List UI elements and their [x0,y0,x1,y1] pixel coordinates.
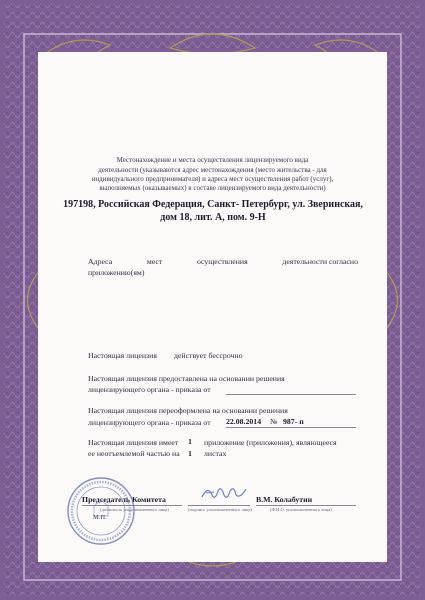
official-stamp [66,476,136,546]
reissue-line-1: Настоящая лицензия переоформлена на основании решения [88,406,288,415]
reissue-number: 987- п [283,417,304,426]
header-line-3: индивидуального предпринимателя) и адреса мест осуществления работ (услуг), [91,175,334,183]
annex-sheets: 1 [188,449,192,458]
addresses-word-1: Адреса [88,257,113,266]
header-line-2: деятельности (указываются адрес местонахождения (место жительства - для [98,166,327,174]
annex-line-1-b: приложение (приложения), являющееся [204,438,337,447]
annex-line-2-a: ее неотъемлемой частью на [88,449,180,458]
annex-line-2-b: листах [204,449,227,458]
signature-caption: (подпись уполномоченного лица) [188,507,252,512]
addresses-places-line-2: приложению(ям) [88,268,145,277]
stamp-mark: М.П. [93,514,107,521]
annex-count: 1 [188,437,192,446]
signatory-name: В.М. Колабутин [256,495,313,504]
addresses-places-line-1 [88,256,358,267]
handwritten-signature [200,483,248,505]
basis-date-line [226,394,356,395]
basis-line-1: Настоящая лицензия предоставлена на основании решения [88,374,285,383]
addresses-word-2: мест [146,257,163,266]
signatory-position: Председатель Комитета [82,495,166,504]
signature-line [188,505,250,506]
name-caption: (Ф.И.О. уполномоченного лица) [270,507,332,512]
addresses-word-3: осуществления [196,257,248,266]
header-line-4: выполняемых (оказываемых) в составе лицензируемого вида деятельности) [99,184,326,192]
address-line-1: 197198, Российская Федерация, Санкт- Петербург, ул. Зверинская, [63,199,363,210]
validity-value: действует бессрочно [174,351,243,360]
reissue-date: 22.08.2014 [226,417,262,426]
addresses-word-4: деятельности согласно [282,257,358,266]
header-line-1: Местонахождение и места осуществления лицензируемого вида [116,156,309,164]
name-line [256,505,356,506]
annex-line-1-a: Настоящая лицензия имеет [88,438,179,447]
validity-prefix: Настоящая лицензия [88,351,157,360]
reissue-line-2: лицензирующего органа - приказа от [88,418,211,427]
address-line-2: дом 18, лит. А, пом. 9-Н [160,212,266,223]
position-caption: (должность уполномоченного лица) [100,507,169,512]
basis-line-2: лицензирующего органа - приказа от [88,385,211,394]
reissue-number-label: № [270,417,278,426]
reissue-date-line [226,427,356,428]
